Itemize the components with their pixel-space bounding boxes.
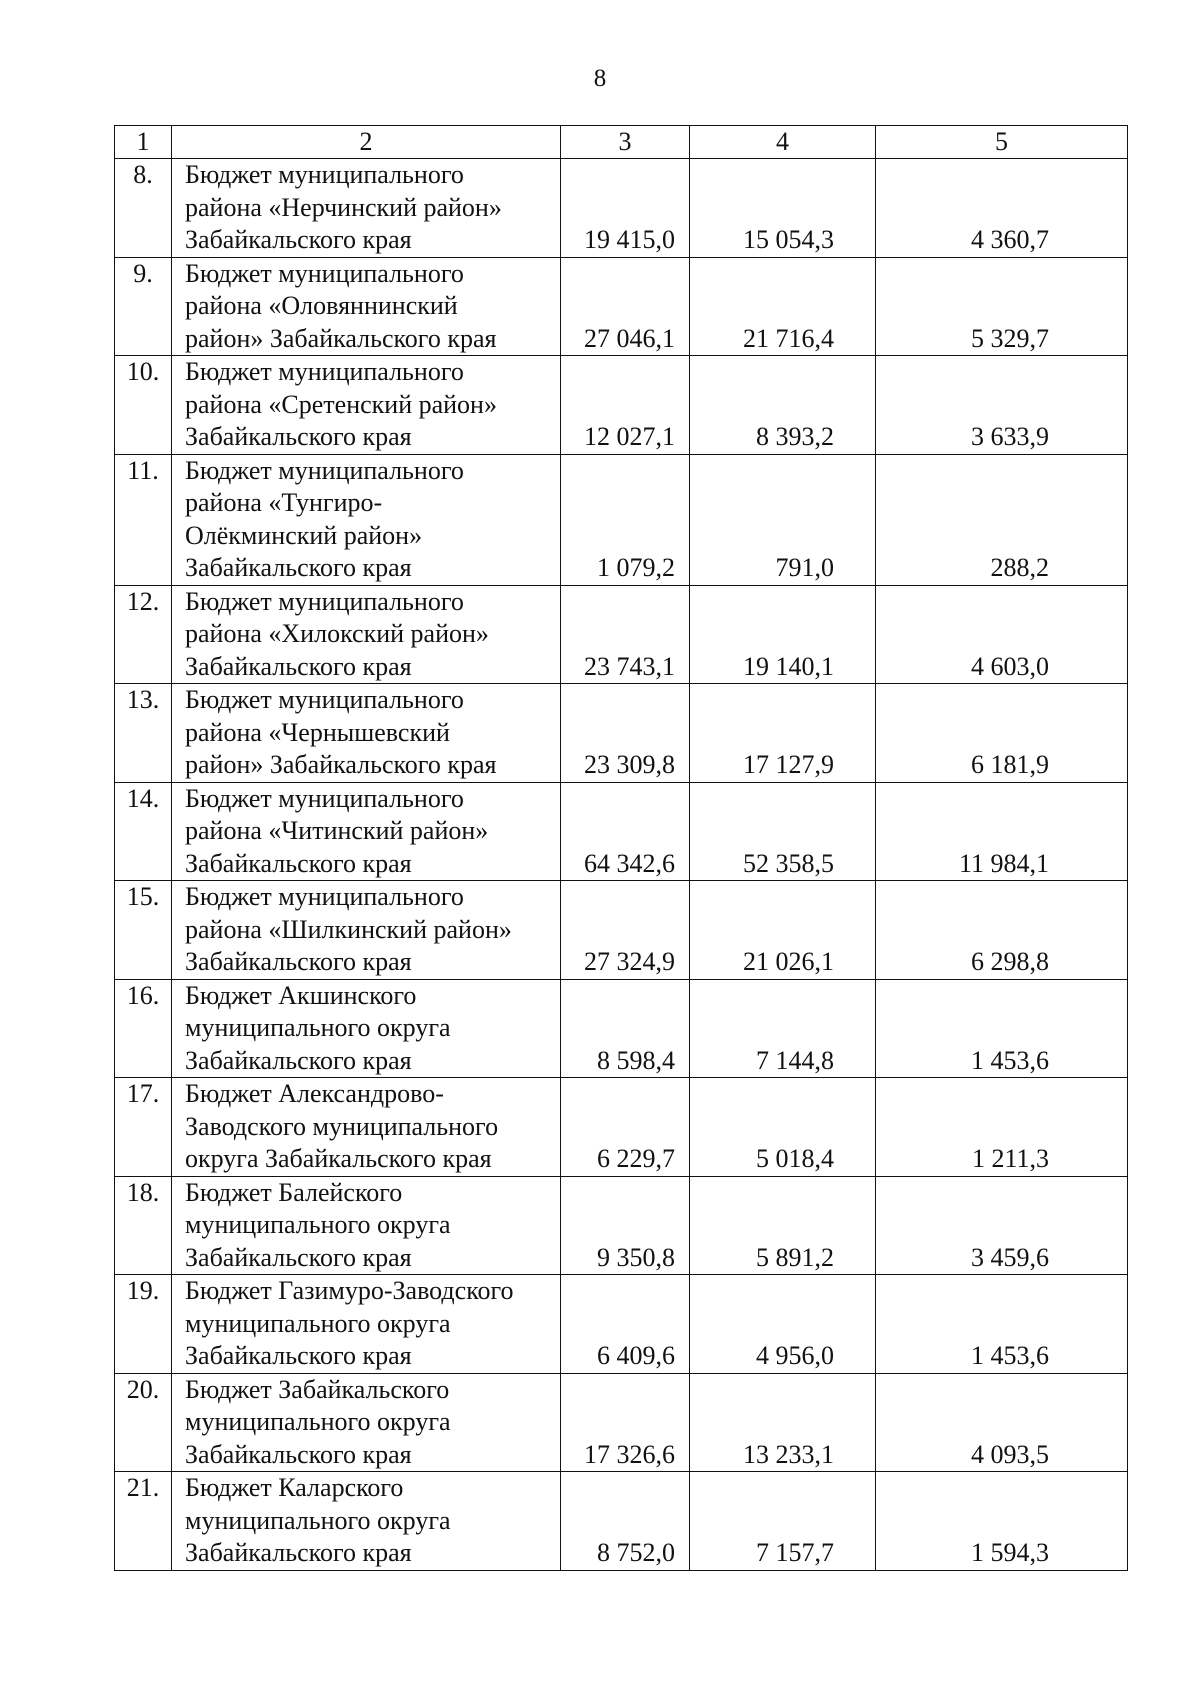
value-col4: 4 956,0 — [690, 1275, 876, 1374]
value-col3: 9 350,8 — [561, 1176, 690, 1275]
row-number: 21. — [115, 1472, 172, 1571]
table-row — [115, 1275, 1128, 1374]
value-col5: 6 181,9 — [876, 684, 1128, 783]
budget-name: Бюджет муниципального района «Нерчинский район» Забайкальского края — [172, 159, 561, 258]
value-col3: 23 309,8 — [561, 684, 690, 783]
row-number: 12. — [115, 585, 172, 684]
table-row — [115, 257, 1128, 356]
table-row — [115, 979, 1128, 1078]
budget-name: Бюджет Каларского муниципального округа Забайкальского края — [172, 1472, 561, 1571]
table-row — [115, 782, 1128, 881]
value-col5: 1 453,6 — [876, 1275, 1128, 1374]
value-col4: 52 358,5 — [690, 782, 876, 881]
row-number: 9. — [115, 257, 172, 356]
row-number: 18. — [115, 1176, 172, 1275]
header-cell: 5 — [876, 126, 1128, 159]
value-col5: 1 211,3 — [876, 1078, 1128, 1177]
row-number: 17. — [115, 1078, 172, 1177]
row-number: 14. — [115, 782, 172, 881]
table-row — [115, 1176, 1128, 1275]
value-col3: 6 229,7 — [561, 1078, 690, 1177]
value-col4: 791,0 — [690, 454, 876, 585]
table-row — [115, 585, 1128, 684]
budget-table — [114, 125, 1128, 1571]
value-col3: 27 324,9 — [561, 881, 690, 980]
value-col3: 19 415,0 — [561, 159, 690, 258]
value-col3: 8 598,4 — [561, 979, 690, 1078]
value-col5: 5 329,7 — [876, 257, 1128, 356]
budget-name: Бюджет муниципального района «Оловяннинский район» Забайкальского края — [172, 257, 561, 356]
row-number: 19. — [115, 1275, 172, 1374]
row-number: 15. — [115, 881, 172, 980]
budget-name: Бюджет муниципального района «Хилокский район» Забайкальского края — [172, 585, 561, 684]
value-col5: 3 633,9 — [876, 356, 1128, 455]
budget-name: Бюджет муниципального района «Читинский район» Забайкальского края — [172, 782, 561, 881]
table-row — [115, 454, 1128, 585]
budget-name: Бюджет Газимуро-Заводского муниципального округа Забайкальского края — [172, 1275, 561, 1374]
value-col5: 288,2 — [876, 454, 1128, 585]
value-col4: 8 393,2 — [690, 356, 876, 455]
value-col5: 6 298,8 — [876, 881, 1128, 980]
value-col3: 1 079,2 — [561, 454, 690, 585]
table-row — [115, 1472, 1128, 1571]
value-col3: 6 409,6 — [561, 1275, 690, 1374]
budget-name: Бюджет муниципального района «Тунгиро- Олёкминский район» Забайкальского края — [172, 454, 561, 585]
budget-name: Бюджет Александрово- Заводского муниципального округа Забайкальского края — [172, 1078, 561, 1177]
table-row — [115, 1373, 1128, 1472]
budget-name: Бюджет Акшинского муниципального округа Забайкальского края — [172, 979, 561, 1078]
budget-name: Бюджет Забайкальского муниципального округа Забайкальского края — [172, 1373, 561, 1472]
value-col4: 21 026,1 — [690, 881, 876, 980]
row-number: 11. — [115, 454, 172, 585]
header-cell: 2 — [172, 126, 561, 159]
table-row — [115, 1078, 1128, 1177]
value-col5: 4 093,5 — [876, 1373, 1128, 1472]
value-col5: 4 603,0 — [876, 585, 1128, 684]
value-col3: 27 046,1 — [561, 257, 690, 356]
value-col5: 1 594,3 — [876, 1472, 1128, 1571]
value-col3: 12 027,1 — [561, 356, 690, 455]
value-col3: 17 326,6 — [561, 1373, 690, 1472]
value-col5: 1 453,6 — [876, 979, 1128, 1078]
budget-name: Бюджет муниципального района «Чернышевский район» Забайкальского края — [172, 684, 561, 783]
header-cell: 3 — [561, 126, 690, 159]
table-header-row — [115, 126, 1128, 159]
budget-name: Бюджет муниципального района «Шилкинский район» Забайкальского края — [172, 881, 561, 980]
page-number: 8 — [593, 65, 607, 92]
row-number: 8. — [115, 159, 172, 258]
row-number: 13. — [115, 684, 172, 783]
value-col4: 21 716,4 — [690, 257, 876, 356]
table-row — [115, 159, 1128, 258]
value-col3: 64 342,6 — [561, 782, 690, 881]
row-number: 20. — [115, 1373, 172, 1472]
value-col5: 11 984,1 — [876, 782, 1128, 881]
value-col4: 7 144,8 — [690, 979, 876, 1078]
row-number: 10. — [115, 356, 172, 455]
table-row — [115, 881, 1128, 980]
value-col3: 8 752,0 — [561, 1472, 690, 1571]
budget-name: Бюджет муниципального района «Сретенский район» Забайкальского края — [172, 356, 561, 455]
value-col4: 7 157,7 — [690, 1472, 876, 1571]
budget-name: Бюджет Балейского муниципального округа Забайкальского края — [172, 1176, 561, 1275]
value-col4: 5 891,2 — [690, 1176, 876, 1275]
table-row — [115, 684, 1128, 783]
table-row — [115, 356, 1128, 455]
value-col4: 13 233,1 — [690, 1373, 876, 1472]
value-col3: 23 743,1 — [561, 585, 690, 684]
row-number: 16. — [115, 979, 172, 1078]
value-col5: 3 459,6 — [876, 1176, 1128, 1275]
value-col4: 15 054,3 — [690, 159, 876, 258]
header-cell: 4 — [690, 126, 876, 159]
value-col4: 5 018,4 — [690, 1078, 876, 1177]
value-col5: 4 360,7 — [876, 159, 1128, 258]
value-col4: 17 127,9 — [690, 684, 876, 783]
header-cell: 1 — [115, 126, 172, 159]
value-col4: 19 140,1 — [690, 585, 876, 684]
